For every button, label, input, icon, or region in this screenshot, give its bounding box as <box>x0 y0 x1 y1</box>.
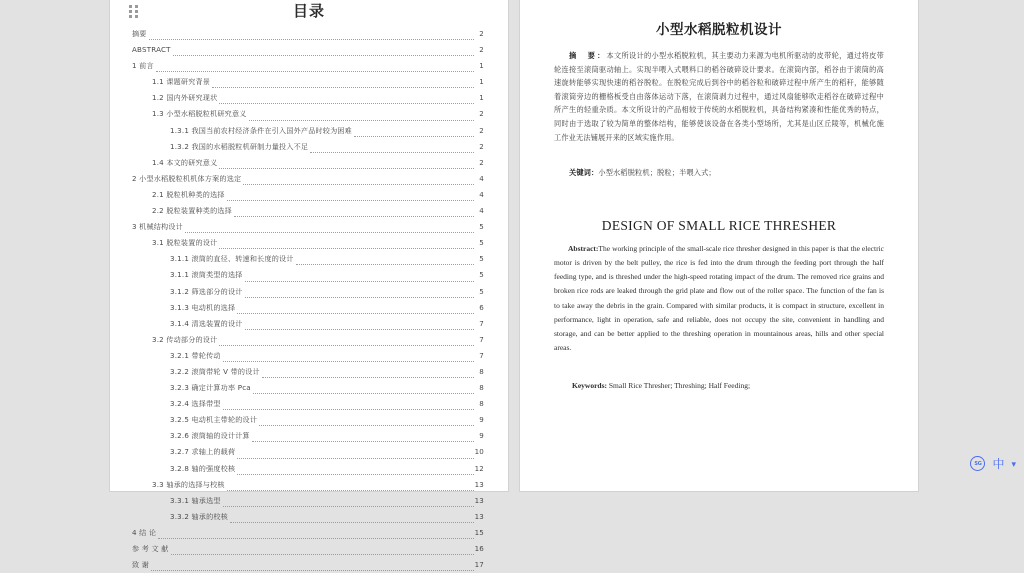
ime-logo-icon[interactable]: SG <box>970 456 985 471</box>
toc-entry-page-number: 5 <box>479 222 484 232</box>
toc-entry-label: 2.1 脱粒机种类的选择 <box>152 189 225 199</box>
toc-entry-page-number: 13 <box>474 495 484 505</box>
toc-entry-page-number: 13 <box>474 511 484 521</box>
toc-entry-page-number: 8 <box>479 366 484 376</box>
document-page-right <box>520 0 918 491</box>
toc-leader-dots <box>173 49 474 56</box>
document-page-left <box>110 0 508 570</box>
toc-leader-dots <box>249 114 474 121</box>
toc-entry-label: 3.2.1 带轮传动 <box>170 350 221 360</box>
drag-dot <box>135 10 138 13</box>
toc-entry-label: 3.1.1 滚筒类型的选择 <box>170 270 243 280</box>
toc-entry-page-number: 5 <box>479 270 484 280</box>
toc-entry[interactable] <box>132 42 484 58</box>
toc-entry-page-number: 13 <box>474 479 484 489</box>
toc-entry[interactable] <box>132 58 484 74</box>
toc-leader-dots <box>245 323 474 330</box>
toc-entry-label: 3.1.2 筛选部分的设计 <box>170 286 243 296</box>
toc-entry[interactable] <box>132 284 484 300</box>
toc-leader-dots <box>234 210 474 217</box>
toc-entry[interactable] <box>132 428 484 444</box>
toc-leader-dots <box>223 500 474 507</box>
toc-entry-label: 1.3.1 我国当前农村经济条件在引入国外产品时较为困难 <box>170 125 352 135</box>
toc-entry-page-number: 4 <box>479 189 484 199</box>
toc-entry[interactable] <box>132 123 484 139</box>
toc-entry[interactable] <box>132 380 484 396</box>
toc-entry-label: 3.3 轴承的选择与校核 <box>152 479 225 489</box>
toc-entry-label: 3.3.1 轴承选型 <box>170 495 221 505</box>
toc-leader-dots <box>171 548 474 555</box>
toc-entry[interactable] <box>132 444 484 460</box>
english-abstract-lead: Abstract: <box>568 244 599 254</box>
toc-entry[interactable] <box>132 396 484 412</box>
toc-entry[interactable] <box>132 187 484 203</box>
english-abstract-body: The working principle of the small-scale rice thresher designed in this paper is that the electric motor is driven by the belt pulley, the rice is fed into the drum through the feeding port through the half feeding type, and is threshed under the high-speed rotating impact of the drum. The removed rice grains and broken rice rods are leaked through the grid plate and flow out of the roller space. The function of the fan is to take away the debris in the grain. Compared with similar products, it is compact in structure, excellent in performance, light in operation, safe and reliable, does not occupy the site, convenient in handling and storage, and can be better applied to the threshing operation in mountainous areas, hills and other special areas. <box>554 244 884 352</box>
toc-entry-label: 3.2.8 轴的强度校核 <box>170 463 236 473</box>
toc-leader-dots <box>185 226 474 233</box>
toc-entry[interactable] <box>132 477 484 493</box>
toc-entry-label: 3.1 脱粒装置的设计 <box>152 238 218 248</box>
toc-entry[interactable] <box>132 348 484 364</box>
toc-entry-page-number: 1 <box>479 61 484 71</box>
toc-entry-page-number: 7 <box>479 350 484 360</box>
english-abstract <box>554 242 884 355</box>
toc-leader-dots <box>237 468 473 475</box>
toc-entry[interactable] <box>132 300 484 316</box>
toc-leader-dots <box>158 532 473 539</box>
drag-dot <box>135 15 138 18</box>
toc-entry-label: 2.2 脱粒装置种类的选择 <box>152 206 232 216</box>
toc-entry[interactable] <box>132 171 484 187</box>
toc-entry-page-number: 4 <box>479 206 484 216</box>
drag-dot <box>135 5 138 8</box>
toc-entry-label: 1 前言 <box>132 61 154 71</box>
toc-entry[interactable] <box>132 106 484 122</box>
toc-leader-dots <box>262 371 474 378</box>
toc-leader-dots <box>223 355 474 362</box>
toc-entry-label: 3 机械结构设计 <box>132 222 183 232</box>
toc-entry-label: ABSTRACT <box>132 45 171 55</box>
toc-entry-page-number: 4 <box>479 173 484 183</box>
toc-leader-dots <box>245 291 474 298</box>
toc-entry-label: 3.3.2 轴承的校核 <box>170 511 228 521</box>
toc-leader-dots <box>227 194 474 201</box>
toc-leader-dots <box>237 452 473 459</box>
toc-leader-dots <box>245 275 474 282</box>
toc-entry-page-number: 9 <box>479 431 484 441</box>
toc-entry-page-number: 9 <box>479 415 484 425</box>
toc-entry[interactable] <box>132 74 484 90</box>
toc-entry-page-number: 1 <box>479 77 484 87</box>
toc-leader-dots <box>227 484 474 491</box>
toc-entry-label: 1.3 小型水稻脱粒机研究意义 <box>152 109 247 119</box>
toc-entry-label: 1.3.2 我国的水稻脱粒机研制力量投入不足 <box>170 141 309 151</box>
toc-entry-label: 1.2 国内外研究现状 <box>152 93 218 103</box>
toc-entry[interactable] <box>132 509 484 525</box>
ime-language-mode-button[interactable]: 中 <box>992 456 1005 471</box>
toc-entry[interactable] <box>132 541 484 557</box>
toc-title: 目录 <box>292 2 325 20</box>
chinese-abstract-lead: 摘 要： <box>569 51 607 60</box>
toc-entry-label: 3.2.6 滚筒轴的设计计算 <box>170 431 250 441</box>
toc-entry-page-number: 10 <box>474 447 484 457</box>
toc-entry[interactable] <box>132 267 484 283</box>
toc-entry[interactable] <box>132 90 484 106</box>
toc-entry[interactable] <box>132 364 484 380</box>
toc-entry-page-number: 5 <box>479 286 484 296</box>
english-keywords-body: Small Rice Thresher; Threshing; Half Feeding; <box>607 380 751 390</box>
toc-leader-dots <box>151 564 474 571</box>
toc-leader-dots <box>354 130 474 137</box>
toc-entry-page-number: 17 <box>474 560 484 570</box>
chinese-keywords-lead: 关键词： <box>569 168 599 178</box>
toc-leader-dots <box>253 387 474 394</box>
toc-entry[interactable] <box>132 139 484 155</box>
chinese-abstract-body: 本文所设计的小型水稻脱粒机，其主要动力来源为电机所驱动的皮带轮，通过将皮带轮连接至滚筒驱动轴上。实现半喂入式喂料口的稻谷破碎设计要求。在滚筒内部，稻谷由于滚筒的高速旋转能够实现快速的稻谷脱粒。在脱粒完成后到谷中的稻谷粒和破碎过程中所产生的稻秆，能够随着滚筒旁边的栅格板受自由落体运动下落，在滚筒剥力过程中，通过风扇能够吹走稻谷在破碎过程中所产生的轻重杂质。本文所设计的产品相较于传统的水稻脱粒机，具备结构紧凑和性能优秀的特点，同时由于选取了较为简单的整体结构，能够使该设备在各类小型场所，尤其是山区丘陵等，机械化施工作业无法铺展开来的区域实施作用。 <box>554 51 884 142</box>
toc-leader-dots <box>252 435 474 442</box>
toc-leader-dots <box>310 146 474 153</box>
toc-entry-label: 3.2 传动部分的设计 <box>152 334 218 344</box>
toc-entry-page-number: 2 <box>479 109 484 119</box>
table-of-contents <box>110 26 508 573</box>
toc-entry[interactable] <box>132 203 484 219</box>
toc-leader-dots <box>156 65 474 72</box>
toc-entry-page-number: 12 <box>474 463 484 473</box>
toc-entry-page-number: 2 <box>479 157 484 167</box>
toc-leader-dots <box>219 97 474 104</box>
english-title: DESIGN OF SMALL RICE THRESHER <box>601 218 837 234</box>
chevron-down-icon[interactable]: ▾ <box>1011 458 1016 469</box>
toc-entry-page-number: 2 <box>479 141 484 151</box>
toc-entry-label: 2 小型水稻脱粒机机体方案的选定 <box>132 173 242 183</box>
toc-entry[interactable] <box>132 412 484 428</box>
toc-entry-label: 1.1 课题研究背景 <box>152 77 211 87</box>
toc-entry-page-number: 15 <box>474 527 484 537</box>
toc-entry-page-number: 2 <box>479 125 484 135</box>
toc-entry[interactable] <box>132 557 484 573</box>
toc-entry-label: 3.2.3 确定计算功率 Pca <box>170 383 251 393</box>
toc-entry-label: 3.1.3 电动机的选择 <box>170 302 236 312</box>
english-keywords-lead: Keywords: <box>572 380 607 390</box>
toc-leader-dots <box>219 339 474 346</box>
chinese-keywords-body: 小型水稻脱粒机；脱粒；半喂入式； <box>598 168 716 178</box>
english-keywords <box>554 379 884 392</box>
toc-entry-label: 4 结 论 <box>132 527 157 537</box>
toc-leader-dots <box>219 162 474 169</box>
toc-entry[interactable] <box>132 26 484 42</box>
toc-entry-label: 参 考 文 献 <box>132 544 169 553</box>
toc-leader-dots <box>259 419 474 426</box>
toc-entry-page-number: 2 <box>479 29 484 38</box>
toc-entry[interactable] <box>132 461 484 477</box>
toc-entry-label: 3.2.5 电动机主带轮的设计 <box>170 415 258 425</box>
toc-leader-dots <box>149 33 474 40</box>
toc-entry-page-number: 5 <box>479 254 484 264</box>
drag-dot <box>129 10 132 13</box>
toc-leader-dots <box>219 242 474 249</box>
toc-leader-dots <box>212 81 474 88</box>
toc-entry-label: 3.1.1 滚筒的直径、转速和长度的设计 <box>170 254 294 264</box>
ime-toolbar[interactable] <box>966 454 1020 473</box>
chinese-keywords <box>554 166 884 179</box>
toc-entry-label: 摘要 <box>132 29 147 38</box>
drag-dot <box>129 15 132 18</box>
toc-entry-page-number: 2 <box>479 45 484 55</box>
toc-entry-page-number: 8 <box>479 399 484 409</box>
toc-entry-label: 3.2.2 滚筒带轮 V 带的设计 <box>170 366 260 376</box>
toc-entry[interactable] <box>132 235 484 251</box>
toc-entry[interactable] <box>132 251 484 267</box>
toc-entry-page-number: 8 <box>479 383 484 393</box>
toc-entry[interactable] <box>132 332 484 348</box>
toc-entry-page-number: 5 <box>479 238 484 248</box>
toc-entry-label: 3.2.7 求轴上的载荷 <box>170 447 236 457</box>
toc-entry-label: 3.2.4 选择带型 <box>170 399 221 409</box>
toc-leader-dots <box>223 403 474 410</box>
toc-entry-label: 1.4 本文的研究意义 <box>152 157 218 167</box>
toc-entry-label: 3.1.4 清选装置的设计 <box>170 318 243 328</box>
toc-entry-page-number: 7 <box>479 318 484 328</box>
toc-leader-dots <box>237 307 474 314</box>
toc-entry-page-number: 1 <box>479 93 484 103</box>
toc-entry-page-number: 16 <box>474 544 484 553</box>
toc-leader-dots <box>243 178 474 185</box>
toc-entry[interactable] <box>132 219 484 235</box>
drag-dot <box>129 5 132 8</box>
toc-entry[interactable] <box>132 525 484 541</box>
toc-leader-dots <box>296 258 474 265</box>
toc-entry-label: 致 谢 <box>132 560 150 570</box>
drag-handle-icon[interactable] <box>129 5 141 21</box>
toc-entry[interactable] <box>132 493 484 509</box>
chinese-abstract <box>554 49 884 144</box>
toc-entry-page-number: 6 <box>479 302 484 312</box>
toc-entry[interactable] <box>132 155 484 171</box>
toc-entry[interactable] <box>132 316 484 332</box>
toc-leader-dots <box>230 516 474 523</box>
chinese-title: 小型水稻脱粒机设计 <box>656 22 782 38</box>
toc-entry-page-number: 7 <box>479 334 484 344</box>
